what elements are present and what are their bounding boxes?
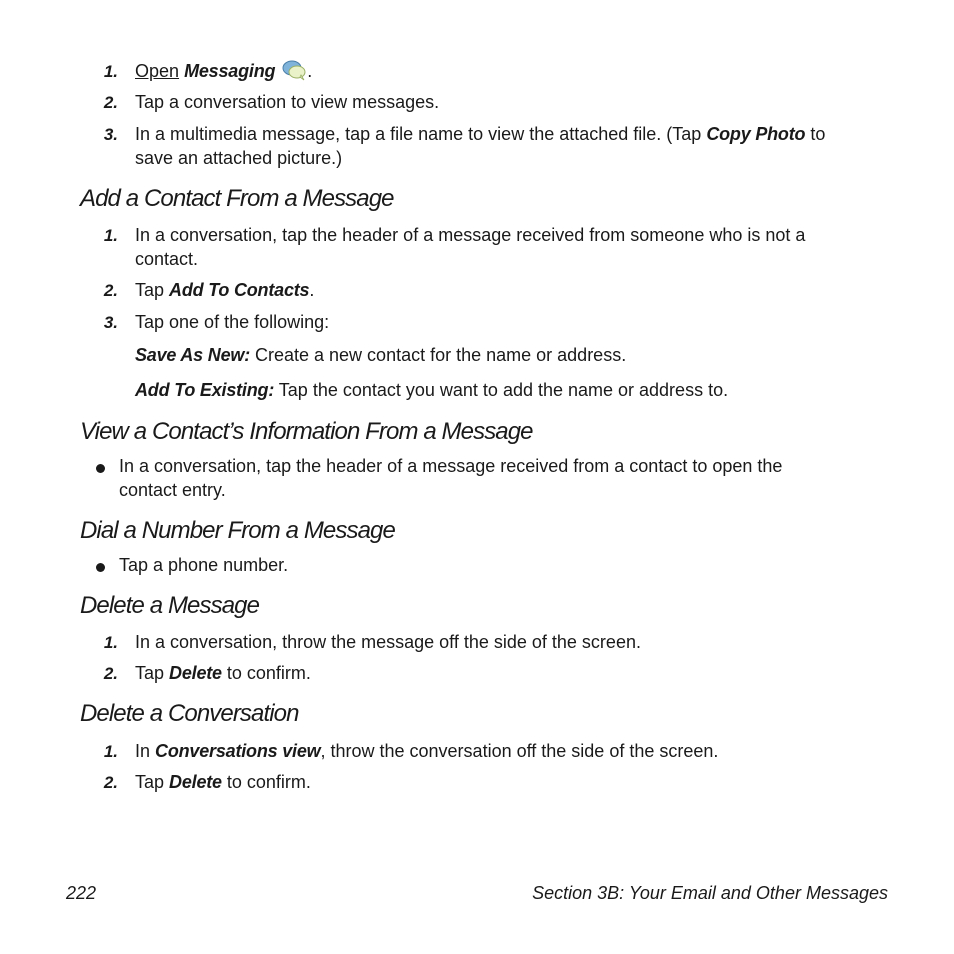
messaging-bubble-icon: [281, 59, 307, 87]
open-link[interactable]: Open: [135, 61, 180, 81]
section-heading: Add a Contact From a Message: [80, 185, 394, 212]
add-to-existing-label: Add To Existing:: [135, 380, 275, 400]
option-text: Save As New: Create a new contact for the name or address.: [135, 345, 627, 365]
step-number: 3.: [103, 125, 118, 144]
step-number: 2.: [103, 664, 118, 683]
step-text-continued: save an attached picture.): [135, 148, 343, 168]
option-text: Add To Existing: Tap the contact you want to add the name or address to.: [135, 380, 729, 400]
bullet-text: Tap a phone number.: [119, 555, 289, 575]
section-footer-title: Section 3B: Your Email and Other Messages: [532, 883, 888, 903]
period: .: [307, 61, 313, 81]
copy-photo-label: Copy Photo: [706, 124, 806, 144]
conversations-view-label: Conversations view: [155, 741, 321, 761]
page-number: 222: [66, 883, 97, 903]
step-text: [135, 59, 312, 87]
bullet-text: In a conversation, tap the header of a message received from a contact to open the: [119, 456, 783, 476]
step-number: 1.: [103, 633, 118, 652]
step-number: 3.: [103, 313, 118, 332]
step-number: 1.: [103, 742, 118, 761]
step-text: Tap Delete to confirm.: [135, 772, 311, 792]
step-text: In a multimedia message, tap a file name to view the attached file. (Tap Copy Photo to: [135, 124, 826, 144]
step-text: In a conversation, tap the header of a message received from someone who is not a: [135, 225, 806, 245]
section-heading: View a Contact’s Information From a Message: [80, 418, 533, 445]
step-text: Tap a conversation to view messages.: [135, 92, 440, 112]
section-heading: Delete a Message: [80, 592, 260, 619]
delete-label: Delete: [169, 772, 222, 792]
add-to-contacts-label: Add To Contacts: [169, 280, 310, 300]
bullet-text-continued: contact entry.: [119, 480, 226, 500]
save-as-new-label: Save As New:: [135, 345, 250, 365]
step-number: 1.: [103, 62, 118, 81]
step-text: In a conversation, throw the message off the side of the screen.: [135, 632, 641, 652]
app-name: Messaging: [184, 61, 276, 81]
step-text: Tap Add To Contacts.: [135, 280, 315, 300]
step-text-continued: contact.: [135, 249, 199, 269]
step-number: 2.: [103, 93, 118, 112]
section-heading: Delete a Conversation: [80, 700, 299, 727]
step-text: In Conversations view, throw the conversation off the side of the screen.: [135, 741, 719, 761]
bullet-dot: [96, 464, 105, 473]
step-text: Tap Delete to confirm.: [135, 663, 311, 683]
step-number: 1.: [103, 226, 118, 245]
section-heading: Dial a Number From a Message: [80, 517, 395, 544]
step-number: 2.: [103, 773, 118, 792]
bullet-dot: [96, 563, 105, 572]
delete-label: Delete: [169, 663, 222, 683]
step-number: 2.: [103, 281, 118, 300]
step-text: Tap one of the following:: [135, 312, 330, 332]
